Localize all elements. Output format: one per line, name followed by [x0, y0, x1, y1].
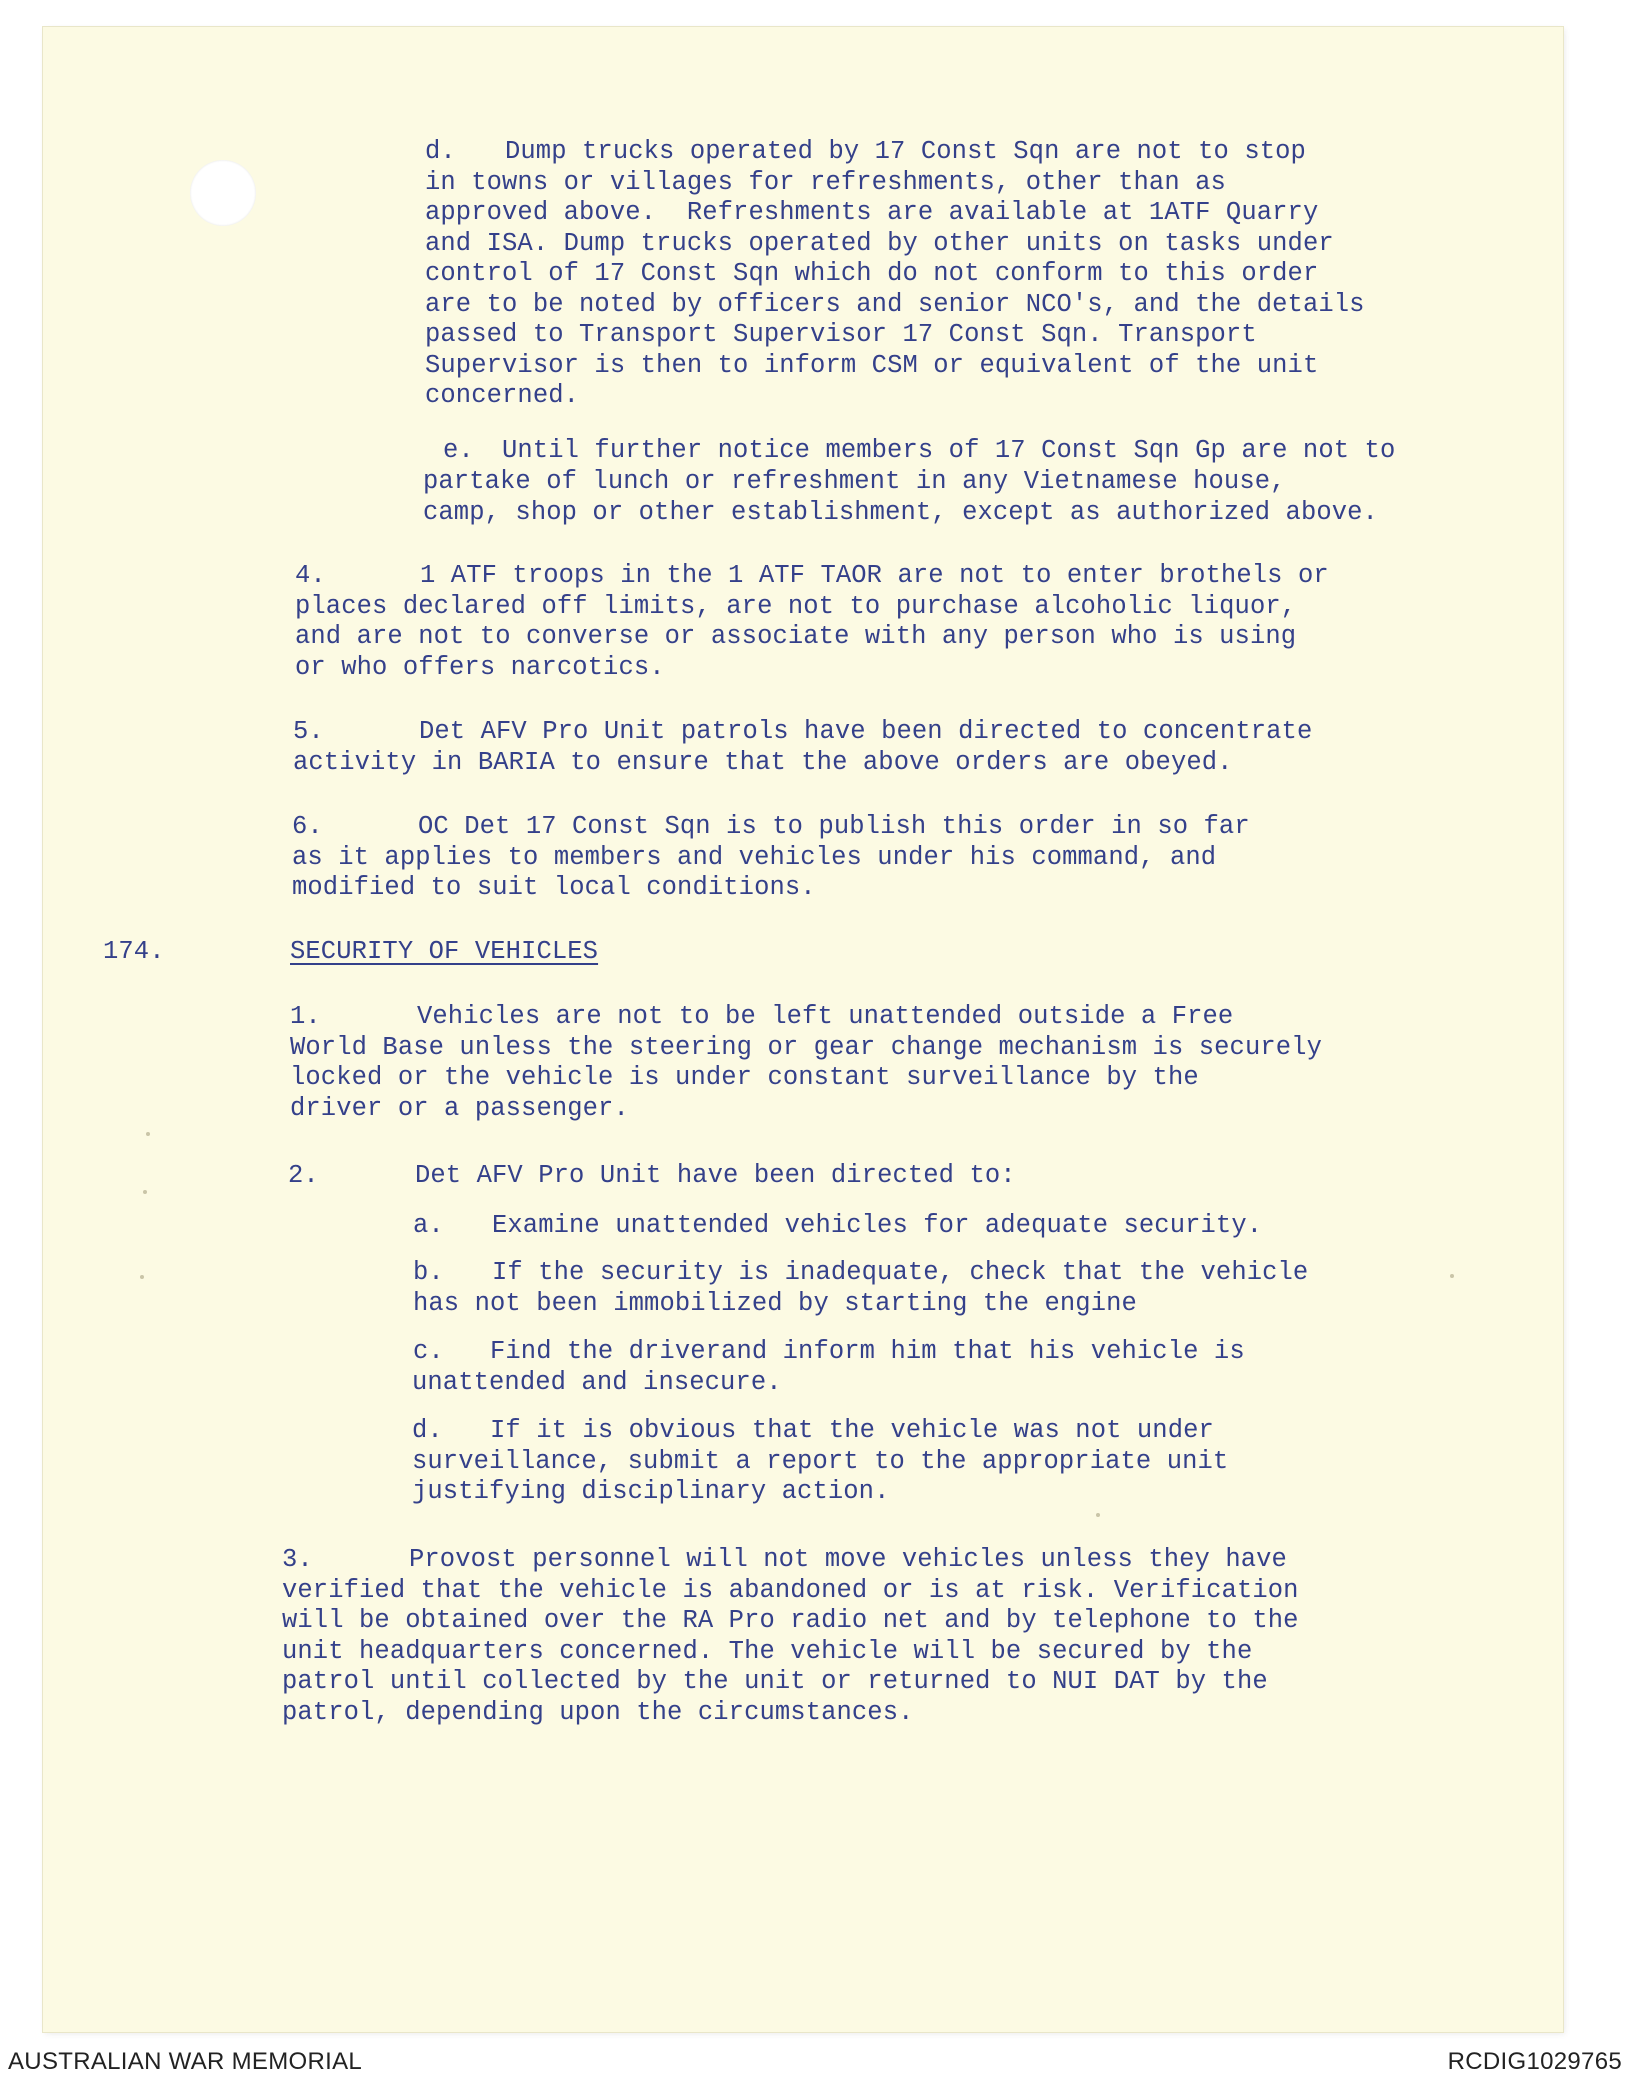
para-5-number: 5.: [293, 717, 324, 746]
para-5-line: activity in BARIA to ensure that the above orders are obeyed.: [293, 748, 1233, 777]
sec-para-3-line: patrol, depending upon the circumstances.: [282, 1698, 914, 1727]
sec-para-3-line: unit headquarters concerned. The vehicle will be secured by the: [282, 1637, 1253, 1666]
sec-subpara-c-line: Find the driverand inform him that his vehicle is: [490, 1337, 1245, 1366]
sec-para-3-line: verified that the vehicle is abandoned or is at risk. Verification: [282, 1576, 1299, 1605]
sec-para-1-line: driver or a passenger.: [290, 1094, 629, 1123]
sec-subpara-c-marker: c.: [413, 1337, 444, 1366]
subpara-3d-line: and ISA. Dump trucks operated by other units on tasks under: [425, 229, 1334, 258]
sec-para-2-number: 2.: [288, 1161, 319, 1190]
subpara-3d-line: Supervisor is then to inform CSM or equivalent of the unit: [425, 351, 1319, 380]
subpara-3d-line: are to be noted by officers and senior NCO's, and the details: [425, 290, 1365, 319]
sec-para-2-intro: Det AFV Pro Unit have been directed to:: [415, 1161, 1016, 1190]
sec-para-3-number: 3.: [282, 1545, 313, 1574]
sec-para-3-line: patrol until collected by the unit or returned to NUI DAT by the: [282, 1667, 1268, 1696]
paper-speck: [140, 1275, 144, 1279]
para-4-line: or who offers narcotics.: [295, 653, 665, 682]
paper-speck: [146, 1132, 150, 1136]
sec-subpara-b-line: has not been immobilized by starting the engine: [413, 1289, 1137, 1318]
sec-para-3-line: Provost personnel will not move vehicles unless they have: [409, 1545, 1287, 1574]
paper-speck: [1450, 1274, 1454, 1278]
paper-speck: [143, 1190, 147, 1194]
subpara-3d-line: approved above. Refreshments are available at 1ATF Quarry: [425, 198, 1319, 227]
footer-record-id: RCDIG1029765: [1447, 2048, 1622, 2075]
para-6-line: modified to suit local conditions.: [292, 873, 816, 902]
sec-subpara-c-line: unattended and insecure.: [412, 1368, 782, 1397]
subpara-3e-line: partake of lunch or refreshment in any Vietnamese house,: [423, 467, 1286, 496]
sec-subpara-a-marker: a.: [413, 1211, 444, 1240]
para-4-line: 1 ATF troops in the 1 ATF TAOR are not to enter brothels or: [420, 561, 1329, 590]
subpara-3d-marker: d.: [425, 137, 456, 166]
sec-para-1-number: 1.: [290, 1002, 321, 1031]
para-4-number: 4.: [295, 561, 326, 590]
sec-subpara-d-marker: d.: [412, 1416, 443, 1445]
para-4-line: places declared off limits, are not to purchase alcoholic liquor,: [295, 592, 1297, 621]
subpara-3d-line: control of 17 Const Sqn which do not conform to this order: [425, 259, 1319, 288]
sec-subpara-d-line: justifying disciplinary action.: [412, 1477, 890, 1506]
sec-subpara-d-line: surveillance, submit a report to the appropriate unit: [412, 1447, 1229, 1476]
subpara-3d-line: passed to Transport Supervisor 17 Const Sqn. Transport: [425, 320, 1257, 349]
section-heading: SECURITY OF VEHICLES: [290, 937, 599, 966]
subpara-3d-line: concerned.: [425, 381, 580, 410]
sec-para-1-line: locked or the vehicle is under constant surveillance by the: [290, 1063, 1199, 1092]
para-6-line: OC Det 17 Const Sqn is to publish this order in so far: [418, 812, 1250, 841]
para-4-line: and are not to converse or associate with any person who is using: [295, 622, 1297, 651]
subpara-3e-line: Until further notice members of 17 Const Sqn Gp are not to: [502, 436, 1396, 465]
sec-subpara-b-marker: b.: [413, 1258, 444, 1287]
subpara-3d-line: in towns or villages for refreshments, other than as: [425, 168, 1226, 197]
sec-para-3-line: will be obtained over the RA Pro radio net and by telephone to the: [282, 1606, 1299, 1635]
sec-para-1-line: World Base unless the steering or gear change mechanism is securely: [290, 1033, 1322, 1062]
para-6-number: 6.: [292, 812, 323, 841]
subpara-3e-line: camp, shop or other establishment, except as authorized above.: [423, 498, 1378, 527]
sec-subpara-d-line: If it is obvious that the vehicle was not under: [490, 1416, 1214, 1445]
sec-para-1-line: Vehicles are not to be left unattended outside a Free: [417, 1002, 1234, 1031]
section-number: 174.: [103, 937, 165, 966]
paper-speck: [1096, 1513, 1100, 1517]
para-6-line: as it applies to members and vehicles under his command, and: [292, 843, 1217, 872]
sec-subpara-a-line: Examine unattended vehicles for adequate security.: [492, 1211, 1263, 1240]
sec-subpara-b-line: If the security is inadequate, check that the vehicle: [492, 1258, 1309, 1287]
para-5-line: Det AFV Pro Unit patrols have been directed to concentrate: [419, 717, 1313, 746]
subpara-3e-marker: e.: [443, 436, 474, 465]
subpara-3d-line: Dump trucks operated by 17 Const Sqn are not to stop: [505, 137, 1306, 166]
punch-hole: [190, 160, 256, 226]
footer-institution: AUSTRALIAN WAR MEMORIAL: [8, 2048, 363, 2075]
